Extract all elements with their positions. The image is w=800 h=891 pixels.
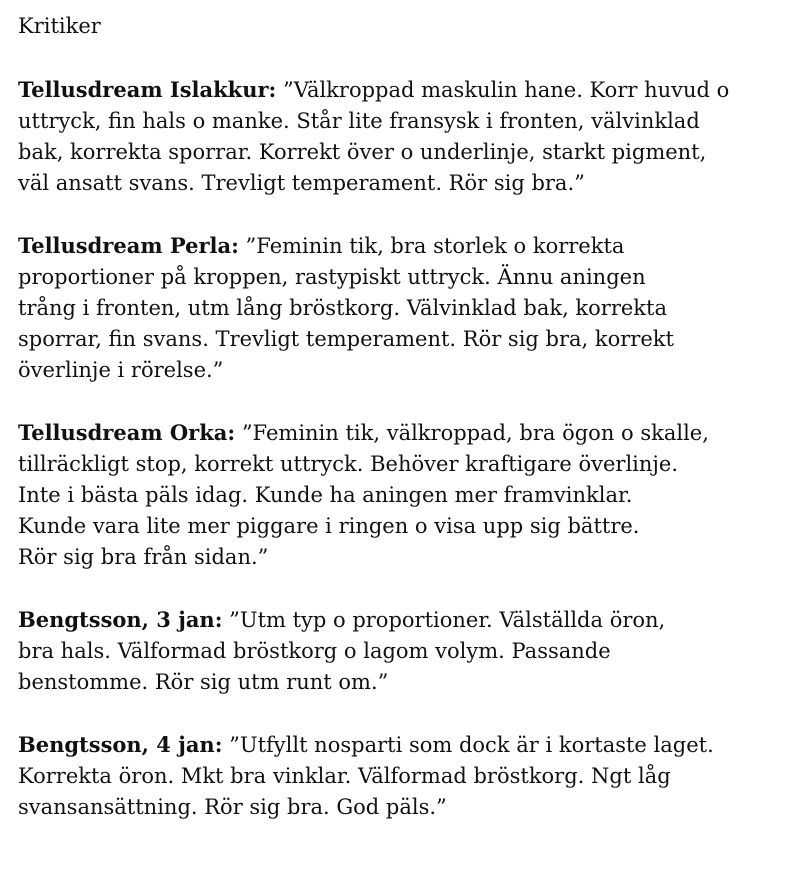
review-line: benstomme. Rör sig utm runt om.” [18,670,389,694]
dog-name: Tellusdream Orka: [18,420,236,445]
review-line [18,729,790,761]
judge-name: Bengtsson, 4 jan: [18,732,223,757]
review-text: ”Feminin tik, bra storlek o korrekta [238,234,625,258]
review-text: ”Välkroppad maskulin hane. Korr huvud o [276,78,730,102]
review-line [18,417,790,449]
review-line: bra hals. Välformad bröstkorg o lagom volym. Passande [18,639,611,663]
review-line: svansansättning. Rör sig bra. God päls.” [18,795,447,819]
review-line: Korrekta öron. Mkt bra vinklar. Välformad bröstkorg. Ngt låg [18,764,671,788]
review-line: Inte i bästa päls idag. Kunde ha aningen mer framvinklar. [18,483,633,507]
review-line: Rör sig bra från sidan.” [18,545,269,569]
review-line: sporrar, fin svans. Trevligt temperament. Rör sig bra, korrekt [18,327,674,351]
review-line: överlinje i rörelse.” [18,358,224,382]
review-line [18,230,790,262]
review-entry-perla [18,230,790,386]
review-line: trång i fronten, utm lång bröstkorg. Välvinklad bak, korrekta [18,296,667,320]
review-line: uttryck, fin hals o manke. Står lite fransysk i fronten, välvinklad [18,109,700,133]
document-page [18,10,790,854]
dog-name: Tellusdream Islakkur: [18,77,277,102]
dog-name: Tellusdream Perla: [18,233,239,258]
review-entry-bengtsson-3-jan [18,604,790,698]
review-text: ”Utfyllt nosparti som dock är i kortaste laget. [222,733,714,757]
review-entry-islakkur [18,74,790,199]
review-line [18,604,790,636]
review-line [18,74,790,106]
review-line: proportioner på kroppen, rastypiskt uttryck. Ännu aningen [18,265,646,289]
review-entry-orka [18,417,790,573]
review-line: bak, korrekta sporrar. Korrekt över o underlinje, starkt pigment, [18,140,707,164]
judge-name: Bengtsson, 3 jan: [18,607,223,632]
review-text: ”Utm typ o proportioner. Välställda öron, [222,608,666,632]
review-line: Kunde vara lite mer piggare i ringen o visa upp sig bättre. [18,514,640,538]
review-text: ”Feminin tik, välkroppad, bra ögon o skalle, [235,421,709,445]
review-entry-bengtsson-4-jan [18,729,790,823]
review-line: väl ansatt svans. Trevligt temperament. Rör sig bra.” [18,171,585,195]
document-title: Kritiker [18,14,101,38]
review-line: tillräckligt stop, korrekt uttryck. Behöver kraftigare överlinje. [18,452,679,476]
